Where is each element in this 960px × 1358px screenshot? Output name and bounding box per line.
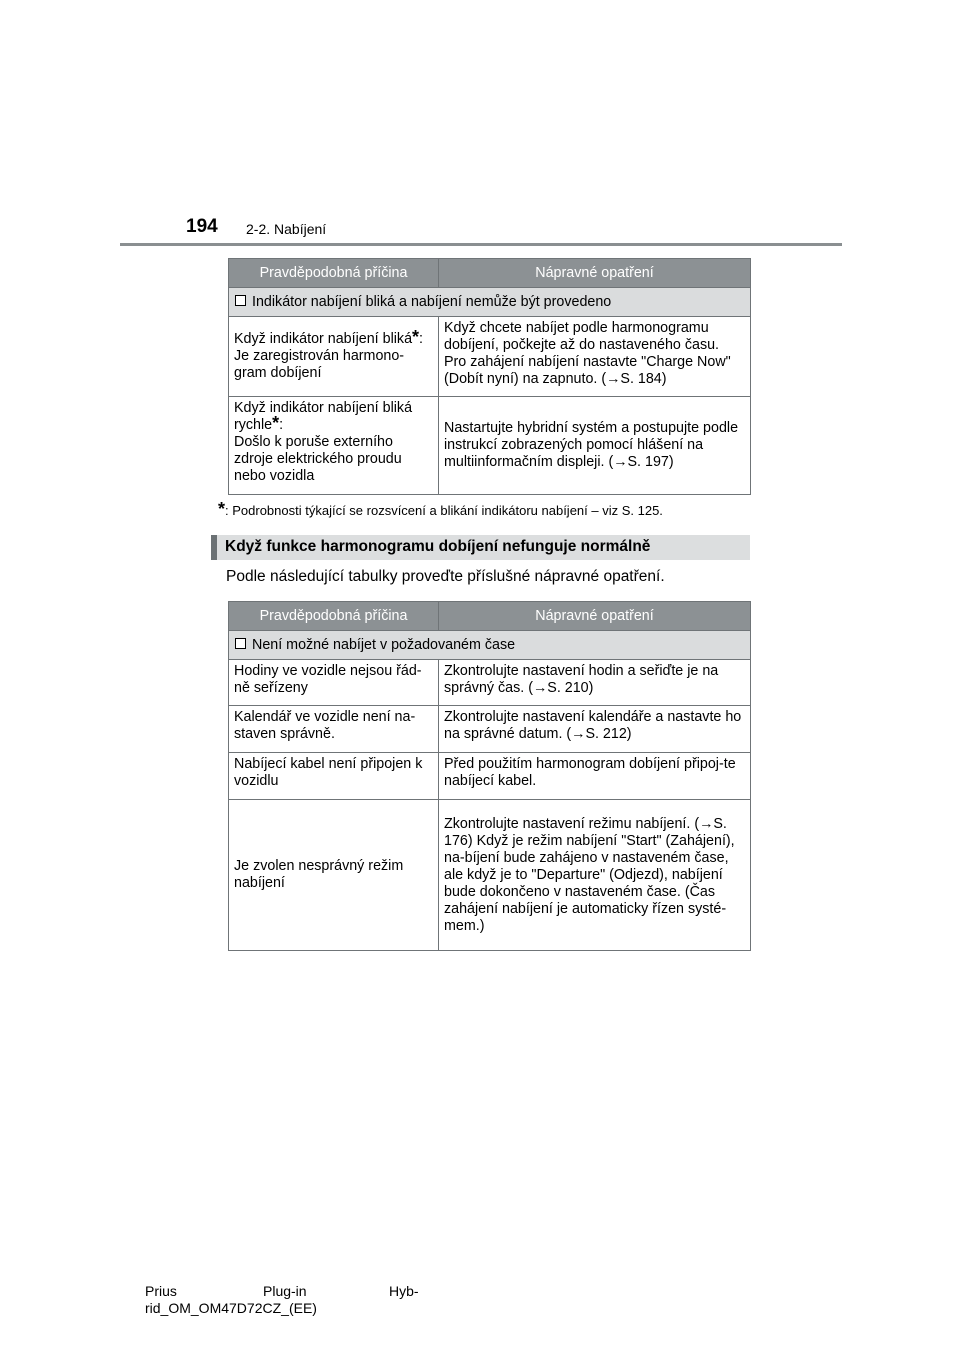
footer-word: Prius [145, 1283, 177, 1299]
footnote-text: : Podrobnosti týkající se rozsvícení a blikání indikátoru nabíjení – viz S. 125. [225, 503, 663, 518]
remedy-cell: Před použitím harmonogram dobíjení připoj-te nabíjecí kabel. [439, 753, 751, 800]
footnote-star: * [412, 327, 420, 347]
remedy-cell: Zkontrolujte nastavení režimu nabíjení. (→S. 176) Když je režim nabíjení "Start" (Zahájení), na-bíjení bude zahájeno v nastaveném čase, ale když je to "Departure" (Odjezd), nabíjení bude dokončeno v nastaveném čase. (Čas zahájení nabíjení je automaticky řízen systé-mem.) [439, 800, 751, 951]
cause-colon: : [279, 417, 284, 433]
table-row [229, 706, 751, 753]
remedy-cell: Zkontrolujte nastavení kalendáře a nastavte ho na správné datum. (→S. 212) [439, 706, 751, 753]
table-row [229, 800, 751, 951]
remedy-cell: Zkontrolujte nastavení hodin a seřiďte je na správný čas. (→S. 210) [439, 660, 751, 706]
column-header-cause: Pravděpodobná příčina [229, 602, 439, 631]
cause-colon: : [419, 331, 424, 347]
header-divider [120, 243, 842, 246]
checkbox-bullet-icon [235, 638, 246, 649]
section-title: 2-2. Nabíjení [246, 221, 327, 237]
section-heading-text: Když funkce harmonogramu dobíjení nefunguje normálně [225, 538, 651, 555]
table-row [229, 317, 751, 397]
cause-cell: Nabíjecí kabel není připojen k vozidlu [229, 753, 439, 800]
table-row [229, 660, 751, 706]
cause-cell: Kalendář ve vozidle není na-staven správně. [229, 706, 439, 753]
cause-cell: Je zvolen nesprávný režim nabíjení [229, 800, 439, 951]
column-header-remedy: Nápravné opatření [439, 259, 751, 288]
table-row [229, 753, 751, 800]
cause-text: Když indikátor nabíjení bliká [234, 331, 413, 347]
footnote-star: * [272, 413, 280, 433]
section-heading [211, 535, 750, 560]
intro-paragraph: Podle následující tabulky proveďte příslušné nápravné opatření. [226, 568, 665, 585]
table-subheader [229, 631, 751, 660]
table-subheader-row [229, 631, 751, 660]
cause-text: Došlo k poruše externího zdroje elektrického proudu nebo vozidla [234, 434, 402, 484]
footnote-star: * [218, 499, 226, 519]
table-row [229, 397, 751, 495]
footer-word: Hyb- [389, 1283, 419, 1299]
cause-text: Když indikátor nabíjení bliká rychle [234, 400, 413, 433]
heading-accent-bar [211, 535, 217, 560]
footer-word: Plug-in [263, 1283, 307, 1299]
subheader-text: Není možné nabíjet v požadovaném čase [252, 636, 516, 653]
footnote [218, 499, 663, 519]
remedy-cell: Nastartujte hybridní systém a postupujte podle instrukcí zobrazených pomocí hlášení na multiinformačním displeji. (→S. 197) [439, 397, 751, 495]
column-header-remedy: Nápravné opatření [439, 602, 751, 631]
footer-doc-id: rid_OM_OM47D72CZ_(EE) [145, 1300, 317, 1316]
charging-indicator-table [228, 258, 751, 495]
table-subheader [229, 288, 751, 317]
page-number: 194 [186, 216, 218, 237]
table-subheader-row [229, 288, 751, 317]
subheader-text: Indikátor nabíjení bliká a nabíjení nemůže být provedeno [252, 293, 612, 310]
schedule-troubleshooting-table [228, 601, 751, 951]
remedy-cell: Když chcete nabíjet podle harmonogramu dobíjení, počkejte až do nastaveného času. Pro zahájení nabíjení nastavte "Charge Now" (Dobít nyní) na zapnuto. (→S. 184) [439, 317, 751, 397]
table-header-row [229, 602, 751, 631]
cause-text: Je zaregistrován harmono- [234, 348, 405, 364]
cause-cell [229, 397, 439, 495]
checkbox-bullet-icon [235, 295, 246, 306]
cause-cell [229, 317, 439, 397]
column-header-cause: Pravděpodobná příčina [229, 259, 439, 288]
cause-text: gram dobíjení [234, 365, 322, 381]
table-header-row [229, 259, 751, 288]
cause-cell: Hodiny ve vozidle nejsou řád-ně seřízeny [229, 660, 439, 706]
